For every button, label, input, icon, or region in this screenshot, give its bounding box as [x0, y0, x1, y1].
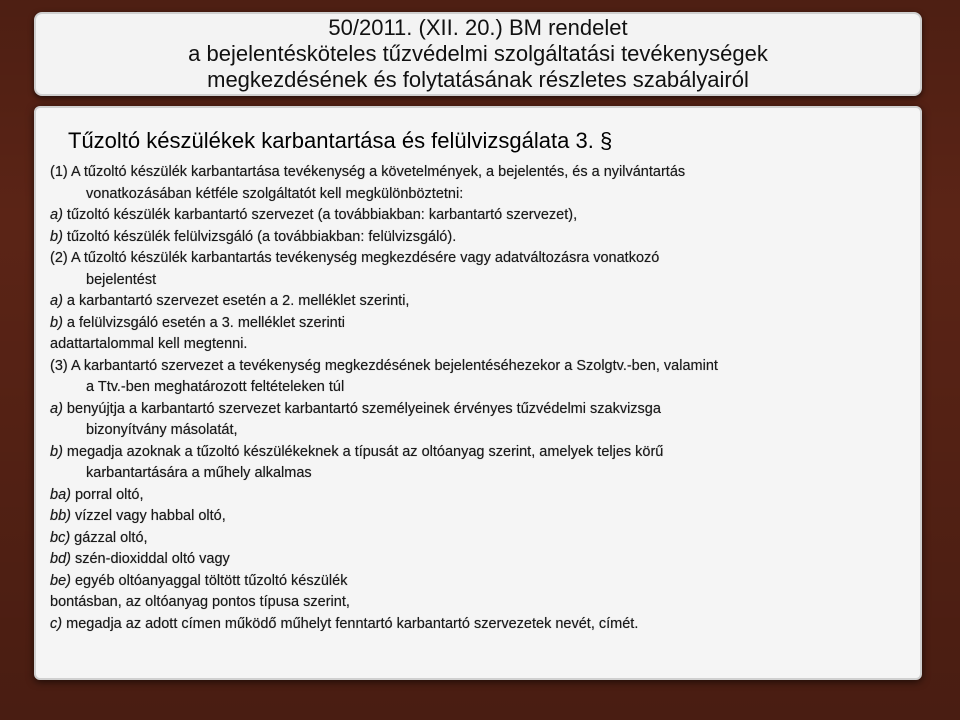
title-line-2: a bejelentésköteles tűzvédelmi szolgáltatási tevékenységek [188, 41, 768, 66]
title-box [34, 12, 922, 96]
line-text: megadja az adott címen működő műhelyt fenntartó karbantartó szervezetek nevét, címét. [62, 615, 639, 632]
title-line-1: 50/2011. (XII. 20.) BM rendelet [328, 15, 628, 40]
text-line [50, 614, 906, 636]
paragraph-list [50, 162, 906, 635]
line-text: a Ttv.-ben meghatározott feltételeken túl [86, 379, 345, 395]
text-line [50, 442, 906, 464]
line-text: karbantartására a műhely alkalmas [86, 465, 312, 481]
text-line [50, 356, 906, 378]
list-marker: bd) [50, 551, 71, 567]
line-text: (2) A tűzoltó készülék karbantartás tevékenység megkezdésére vagy adatváltozásra vonatkozó [50, 250, 660, 266]
line-text: a karbantartó szervezet esetén a 2. melléklet szerinti, [62, 293, 410, 309]
line-text: bizonyítvány másolatát, [86, 422, 238, 438]
line-text: (1) A tűzoltó készülék karbantartása tevékenység a követelmények, a bejelentés, és a nyilvántartás [50, 164, 686, 180]
content-box [34, 106, 922, 680]
line-text: bontásban, az oltóanyag pontos típusa szerint, [50, 594, 350, 610]
line-text: gázzal oltó, [70, 529, 148, 546]
line-text: benyújtja a karbantartó szervezet karbantartó személyeinek érvényes tűzvédelmi szakvizsga [62, 400, 661, 417]
text-line [50, 313, 906, 335]
line-text: adattartalommal kell megtenni. [50, 336, 248, 352]
list-marker: a) [50, 400, 63, 417]
line-text: tűzoltó készülék karbantartó szervezet (a továbbiakban: karbantartó szervezet), [62, 207, 578, 223]
text-line [50, 528, 906, 550]
text-line [50, 485, 906, 507]
line-text: tűzoltó készülék felülvizsgáló (a továbbiakban: felülvizsgáló). [62, 228, 457, 245]
line-text: a felülvizsgáló esetén a 3. melléklet szerinti [62, 314, 345, 331]
text-line [50, 571, 906, 593]
text-line [50, 377, 906, 399]
list-marker: b) [50, 443, 63, 460]
text-line [50, 291, 906, 313]
list-marker: c) [50, 615, 63, 632]
list-marker: ba) [50, 486, 71, 503]
list-marker: bc) [50, 529, 71, 546]
line-text: vonatkozásában kétféle szolgáltatót kell megkülönböztetni: [86, 185, 464, 202]
text-line [50, 270, 906, 292]
line-text: vízzel vagy habbal oltó, [70, 508, 226, 524]
line-text: szén-dioxiddal oltó vagy [70, 551, 230, 567]
text-line [50, 162, 906, 184]
section-heading: Tűzoltó készülékek karbantartása és felülvizsgálata 3. § [68, 128, 613, 153]
list-marker: b) [50, 228, 63, 245]
line-text: bejelentést [86, 271, 157, 288]
list-marker: bb) [50, 508, 71, 524]
text-line [50, 463, 906, 485]
list-marker: b) [50, 314, 63, 331]
title-line-3: megkezdésének és folytatásának részletes szabályairól [207, 67, 749, 92]
text-line [50, 592, 906, 614]
text-line [50, 334, 906, 356]
list-marker: be) [50, 572, 71, 589]
line-text: (3) A karbantartó szervezet a tevékenység megkezdésének bejelentéséhezekor a Szolgtv.-ben, valamint [50, 357, 718, 374]
text-line [50, 549, 906, 571]
text-line [50, 227, 906, 249]
line-text: megadja azoknak a tűzoltó készülékeknek a típusát az oltóanyag szerint, amelyek teljes körű [62, 443, 664, 460]
list-marker: a) [50, 207, 63, 223]
text-line [50, 184, 906, 206]
text-line [50, 399, 906, 421]
list-marker: a) [50, 293, 63, 309]
text-line [50, 506, 906, 528]
text-line [50, 420, 906, 442]
line-text: porral oltó, [70, 486, 144, 503]
line-text: egyéb oltóanyaggal töltött tűzoltó készülék [70, 572, 348, 589]
text-line [50, 205, 906, 227]
text-line [50, 248, 906, 270]
